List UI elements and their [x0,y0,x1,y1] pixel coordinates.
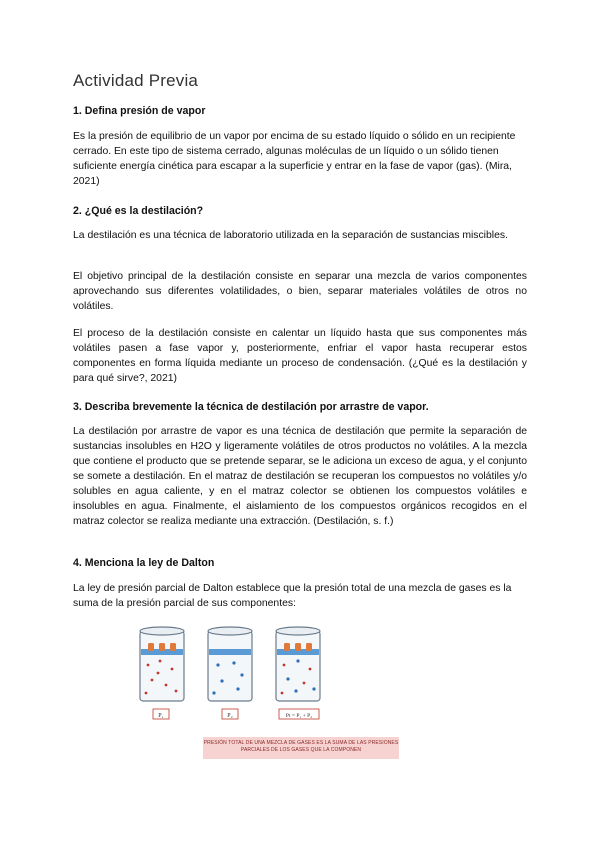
section-2-paragraph-2: El objetivo principal de la destilación consiste en separar una mezcla de varios componentes aprovechando sus diferentes volatilidades, o bien, separar materiales volátiles de otros no volátiles. [73,271,527,312]
section-1-paragraph: Es la presión de equilibrio de un vapor por encima de su estado líquido o sólido en un recipiente cerrado. En este tipo de sistema cerrado, algunas moléculas de un líquido o un sólido tienen suficiente energía cinética para escapar a la superficie y entrar en la fase de vapor (gas). (Mira, 2021) [73,131,516,187]
label-total: Pt = P₁ + P₂ [285,713,313,719]
section-3-paragraph: La destilación por arrastre de vapor es una técnica de destilación que permite la separación de sustancias insolubles en H2O y ligeramente volátiles de otros productos no volátiles. A la mezcla que contiene el producto que se pretende separar, se le adiciona un exceso de agua, y el conjunto se somete a destilación. En el matraz de destilación se recuperan los compuestos no volátiles y/o solubles en agua caliente, y en el matraz colector se obtienen los compuestos volátiles e insolubles en agua. Finalmente, el aislamiento de los compuestos orgánicos recogidos en el matraz colector se realiza mediante una extracción. (Destilación, s. f.) [73,426,527,527]
figure-caption: PRESIÓN TOTAL DE UNA MEZCLA DE GASES ES LA SUMA DE LAS PRESIONES PARCIALES DE LOS GASES QUE LA COMPONEN [203,737,399,759]
section-2-heading: 2. ¿Qué es la destilación? [73,205,204,217]
page-title: Actividad Previa [73,71,199,90]
label-p2: P₂ [227,713,233,719]
section-4-paragraph: La ley de presión parcial de Dalton establece que la presión total de una mezcla de gases es la suma de la presión parcial de sus componentes: [73,583,512,609]
cylinder-total [276,627,320,701]
section-2-paragraph-3: El proceso de la destilación consiste en calentar un líquido hasta que sus componentes más volátiles pasen a fase vapor y, posteriormente, enfriar el vapor hasta recuperar estos componentes en forma líquida mediante un proceso de condensación. (¿Qué es la destilación y para qué sirve?, 2021) [73,328,527,384]
section-4-heading: 4. Menciona la ley de Dalton [73,557,215,569]
section-1-heading: 1. Defina presión de vapor [73,105,206,117]
label-p1: P₁ [158,713,164,719]
cylinder-p2 [208,627,252,701]
section-3-heading: 3. Describa brevemente la técnica de destilación por arrastre de vapor. [73,401,429,413]
cylinder-p1 [140,627,184,701]
section-2-paragraph-1: La destilación es una técnica de laboratorio utilizada en la separación de sustancias miscibles. [73,230,508,241]
dalton-law-figure [138,625,393,725]
